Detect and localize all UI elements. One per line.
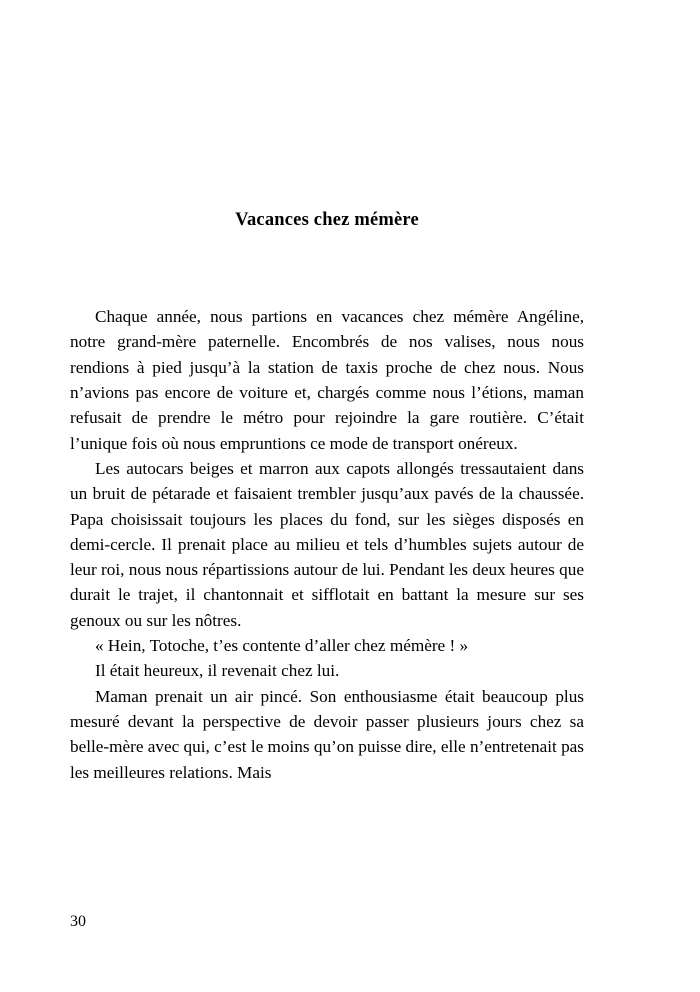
paragraph: Il était heureux, il revenait chez lui. [95,661,340,681]
paragraph-dialogue: « Hein, Totoche, t’es contente d’aller chez mémère ! » [95,636,469,656]
paragraph: Maman prenait un air pincé. Son enthousiasme était beaucoup plus mesuré devant la perspective de devoir passer plusieurs jours chez sa belle-mère avec qui, c’est le moins qu’on puisse dire, elle n’entretenait pas les meilleures relations. Mais [70,686,584,782]
body-text [70,304,584,785]
paragraph: Les autocars beiges et marron aux capots allongés tressautaient dans un bruit de pétarade et faisaient trembler jusqu’aux pavés de la chaussée. Papa choisissait toujours les places du fond, sur les sièges disposés en demi-cercle. Il prenait place au milieu et tels d’humbles sujets autour de leur roi, nous nous répartissions autour de lui. Pendant les deux heures que durait le trajet, il chantonnait et sifflotait en battant la mesure sur ses genoux ou sur les nôtres. [70,458,584,630]
page-number: 30 [70,913,86,930]
chapter-title: Vacances chez mémère [235,210,419,230]
page-content [70,0,584,785]
paragraph: Chaque année, nous partions en vacances chez mémère Angéline, notre grand-mère paternelle. Encombrés de nos valises, nous nous rendions à pied jusqu’à la station de taxis proche de chez nous. Nous n’avions pas encore de voiture et, chargés comme nous l’étions, maman refusait de prendre le métro pour rejoindre la gare routière. C’était l’unique fois où nous empruntions ce mode de transport onéreux. [70,307,584,453]
